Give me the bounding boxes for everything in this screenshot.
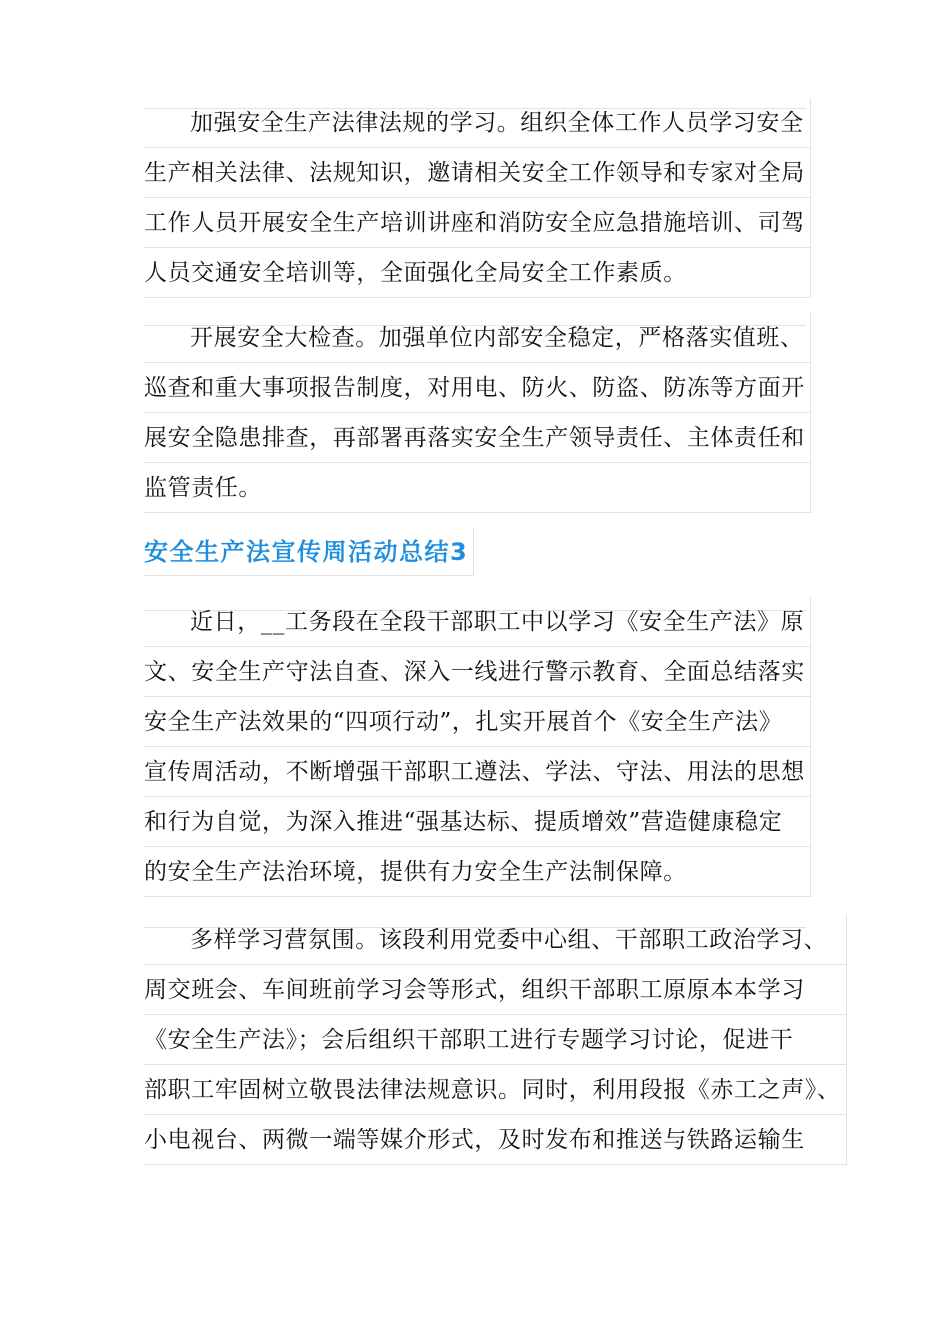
text-line: 小电视台、两微一端等媒介形式，及时发布和推送与铁路运输生 <box>144 1115 841 1165</box>
text-line: 展安全隐患排查，再部署再落实安全生产领导责任、主体责任和 <box>144 413 805 463</box>
text-line: 近日，__工务段在全段干部职工中以学习《安全生产法》原 <box>144 597 805 647</box>
text-line: 的安全生产法治环境，提供有力安全生产法制保障。 <box>144 847 805 897</box>
section-heading: 安全生产法宣传周活动总结3 <box>144 528 468 576</box>
paragraph-study-atmosphere <box>144 915 841 1165</box>
text-line: 人员交通安全培训等，全面强化全局安全工作素质。 <box>144 248 805 298</box>
text-line: 安全生产法效果的“四项行动”，扎实开展首个《安全生产法》 <box>144 697 805 747</box>
text-line: 监管责任。 <box>144 463 805 513</box>
text-line: 巡查和重大事项报告制度，对用电、防火、防盗、防冻等方面开 <box>144 363 805 413</box>
text-line: 周交班会、车间班前学习会等形式，组织干部职工原原本本学习 <box>144 965 841 1015</box>
paragraph-publicity-week <box>144 597 805 897</box>
text-line: 生产相关法律、法规知识，邀请相关安全工作领导和专家对全局 <box>144 148 805 198</box>
text-line: 部职工牢固树立敬畏法律法规意识。同时，利用段报《赤工之声》、 <box>144 1065 841 1115</box>
text-line: 开展安全大检查。加强单位内部安全稳定，严格落实值班、 <box>144 313 805 363</box>
text-line: 和行为自觉，为深入推进“强基达标、提质增效”营造健康稳定 <box>144 797 805 847</box>
text-line: 加强安全生产法律法规的学习。组织全体工作人员学习安全 <box>144 98 805 148</box>
paragraph-safety-inspection <box>144 313 805 513</box>
paragraph-safety-law-study <box>144 98 805 298</box>
text-line: 工作人员开展安全生产培训讲座和消防安全应急措施培训、司驾 <box>144 198 805 248</box>
text-line: 文、安全生产守法自查、深入一线进行警示教育、全面总结落实 <box>144 647 805 697</box>
text-line: 《安全生产法》；会后组织干部职工进行专题学习讨论，促进干 <box>144 1015 841 1065</box>
text-line: 宣传周活动，不断增强干部职工遵法、学法、守法、用法的思想 <box>144 747 805 797</box>
text-line: 多样学习营氛围。该段利用党委中心组、干部职工政治学习、 <box>144 915 841 965</box>
